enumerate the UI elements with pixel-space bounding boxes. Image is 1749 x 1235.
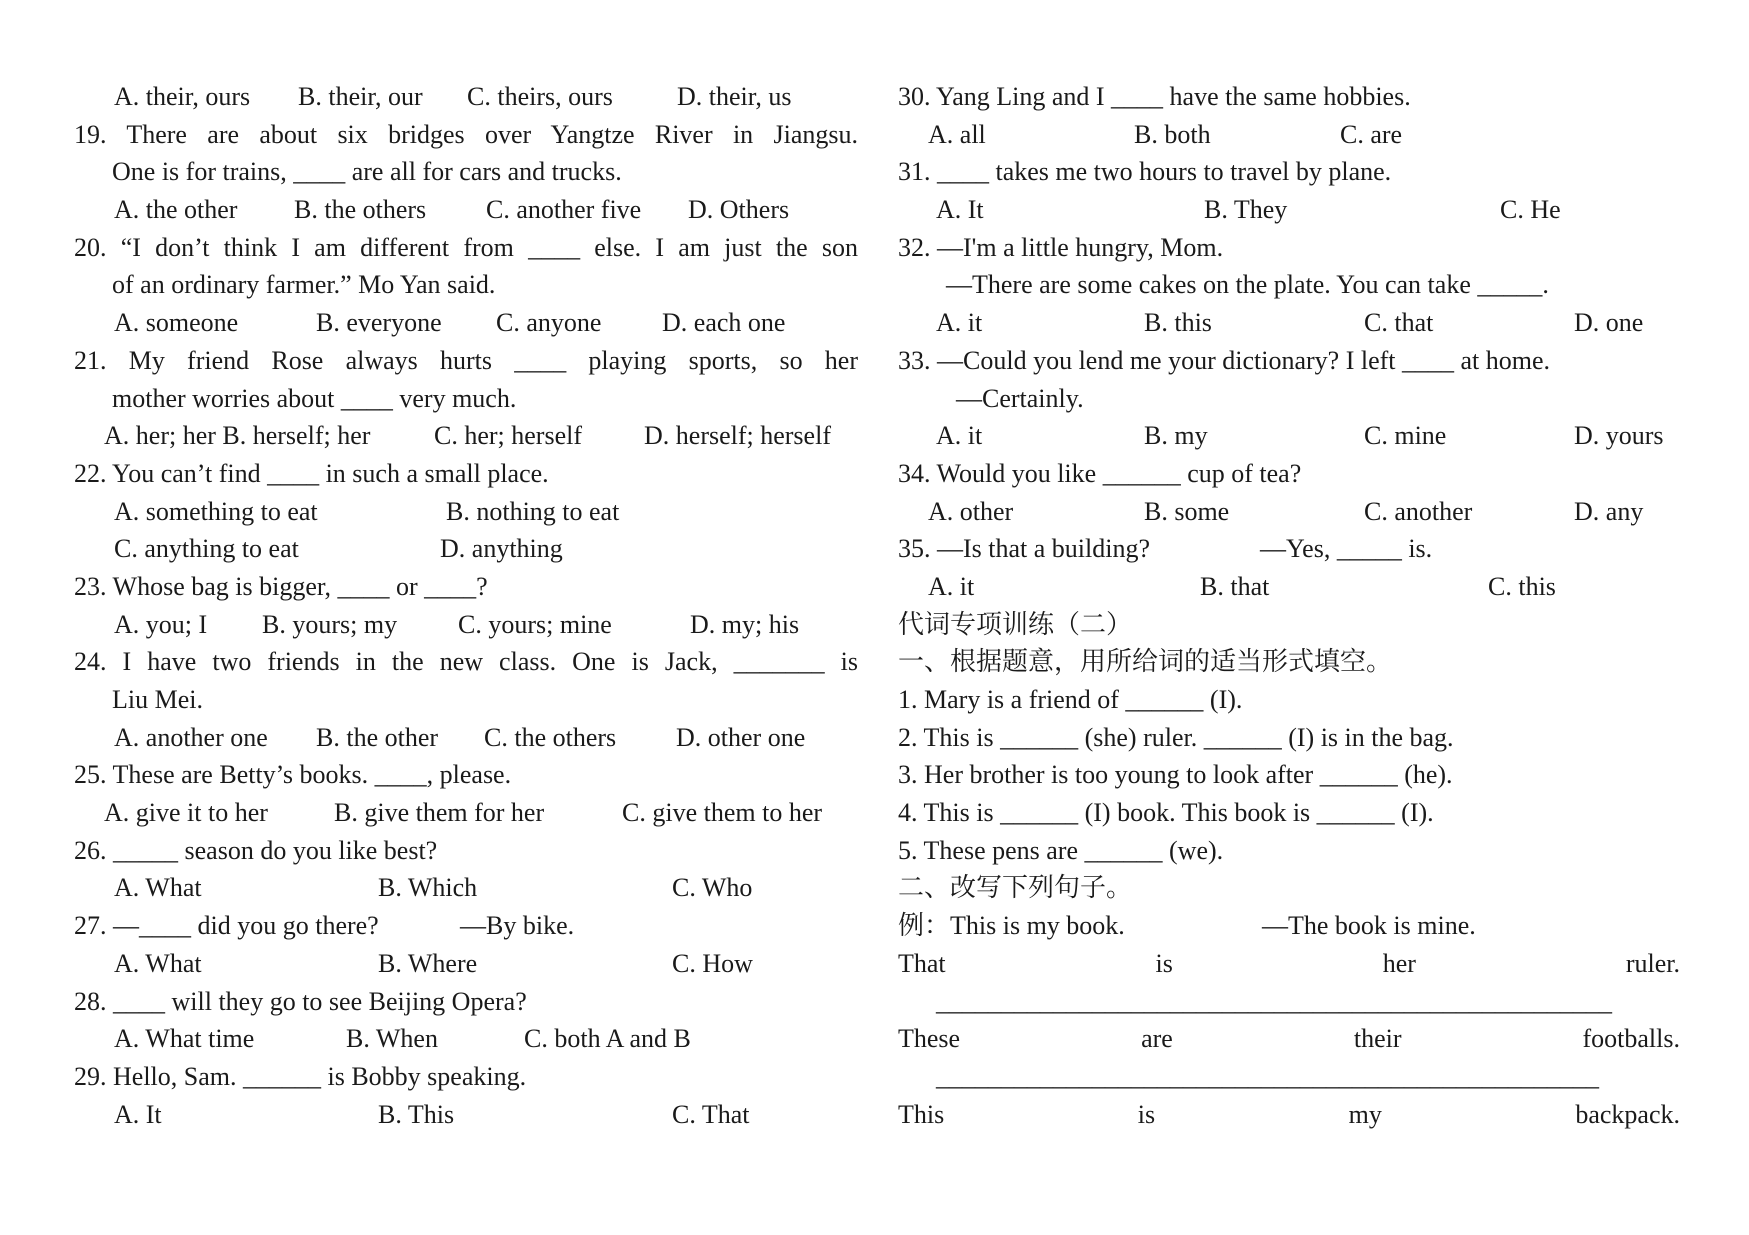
option-a: A. their, ours: [114, 82, 251, 111]
option-c: C. theirs, ours: [467, 82, 613, 111]
option-c: C. another five: [486, 195, 642, 225]
option-c: C. this: [1488, 571, 1556, 601]
option-c: C. another: [1364, 496, 1473, 526]
q23-options: [74, 606, 858, 644]
q19-options: [74, 191, 858, 229]
option-a: A. you; I: [114, 609, 208, 639]
q18-options: [74, 78, 858, 116]
rewrite-sentence: These are their footballs.: [898, 1024, 1680, 1054]
example-sentence: 例：This is my book.: [898, 911, 1125, 941]
option-a-b: A. her; her B. herself; her: [104, 421, 371, 451]
option-c: C. How: [672, 948, 753, 978]
part2-title: 二、改写下列句子。: [898, 873, 1133, 903]
option-a: A. give it to her: [104, 798, 268, 828]
answer-line: ____________________________________________________: [936, 986, 1612, 1016]
option-d: D. other one: [676, 722, 806, 752]
option-b: B. the other: [316, 722, 439, 752]
option-a: A. the other: [114, 195, 238, 225]
option-b: B. my: [1144, 421, 1208, 451]
option-c: C. give them to her: [622, 798, 823, 828]
option-c: C. anything to eat: [114, 534, 299, 564]
q20-stem-cont: of an ordinary farmer.” Mo Yan said.: [112, 270, 496, 300]
q26-stem: 26. _____ season do you like best?: [74, 835, 438, 865]
option-d: D. Others: [688, 195, 790, 225]
option-b: B. their, our: [298, 82, 423, 111]
q30-stem: 30. Yang Ling and I ____ have the same hobbies.: [898, 82, 1411, 111]
q20-stem: 20. “I don’t think I am different from ____ else. I am just the son: [74, 232, 858, 262]
option-d: D. herself; herself: [644, 421, 831, 451]
option-c: C. anyone: [496, 308, 602, 338]
option-c: C. That: [672, 1099, 750, 1129]
option-b: B. nothing to eat: [446, 496, 620, 526]
q19-stem: 19. There are about six bridges over Yangtze River in Jiangsu.: [74, 119, 858, 149]
option-c: C. both A and B: [524, 1024, 691, 1054]
option-a: A. it: [936, 421, 983, 451]
fill-item: 1. Mary is a friend of ______ (I).: [898, 685, 1243, 714]
q20-options: [74, 304, 858, 342]
q27-options: [74, 945, 858, 983]
q21-stem: 21. My friend Rose always hurts ____ playing sports, so her: [74, 345, 858, 375]
option-a: A. What: [114, 873, 202, 903]
example-line: [898, 907, 1680, 945]
option-a: A. all: [928, 119, 986, 149]
option-b: B. give them for her: [334, 798, 545, 828]
fill-item: 2. This is ______ (she) ruler. ______ (I) is in the bag.: [898, 722, 1454, 752]
option-b: B. everyone: [316, 308, 442, 338]
rewrite-sentence: This is my backpack.: [898, 1099, 1680, 1129]
left-column: [74, 78, 858, 1133]
option-c: C. mine: [1364, 421, 1447, 451]
option-c: C. her; herself: [434, 421, 583, 451]
q27-stem: [74, 907, 858, 945]
q25-stem: 25. These are Betty’s books. ____, please.: [74, 760, 512, 790]
q28-stem: 28. ____ will they go to see Beijing Opera?: [74, 986, 527, 1016]
option-a: A. It: [936, 195, 984, 225]
option-b: B. the others: [294, 195, 427, 225]
q33-options: [898, 417, 1680, 455]
rewrite-sentence: That is her ruler.: [898, 948, 1680, 978]
right-column: [898, 78, 1680, 1133]
option-a: A. something to eat: [114, 496, 318, 526]
option-b: B. both: [1134, 119, 1211, 149]
fill-item: 3. Her brother is too young to look after ______ (he).: [898, 760, 1453, 790]
option-b: B. that: [1200, 571, 1270, 601]
option-d: D. yours: [1574, 421, 1664, 451]
q25-options: [74, 794, 858, 832]
section-title: 代词专项训练（二）: [898, 609, 1133, 639]
q32-stem: 32. —I'm a little hungry, Mom.: [898, 232, 1224, 262]
option-d: D. one: [1574, 308, 1644, 338]
option-b: B. some: [1144, 496, 1230, 526]
q30-options: [898, 116, 1680, 154]
example-answer: —The book is mine.: [1262, 911, 1476, 941]
option-a: A. someone: [114, 308, 239, 338]
q32-options: [898, 304, 1680, 342]
q34-stem: 34. Would you like ______ cup of tea?: [898, 458, 1302, 488]
option-a: A. another one: [114, 722, 268, 752]
q31-options: [898, 191, 1680, 229]
q21-stem-cont: mother worries about ____ very much.: [112, 383, 517, 413]
q22-options-2: [74, 530, 858, 568]
option-a: A. What time: [114, 1024, 255, 1054]
option-a: A. What: [114, 948, 202, 978]
q26-options: [74, 869, 858, 907]
q29-options: [74, 1096, 858, 1134]
option-b: B. They: [1204, 195, 1288, 225]
q27-answer: —By bike.: [460, 911, 575, 941]
q23-stem: 23. Whose bag is bigger, ____ or ____?: [74, 571, 488, 601]
fill-item: 5. These pens are ______ (we).: [898, 835, 1224, 865]
q35-answer: —Yes, _____ is.: [1260, 534, 1433, 564]
q35-question: 35. —Is that a building?: [898, 534, 1151, 564]
option-a: A. it: [936, 308, 983, 338]
q24-stem-cont: Liu Mei.: [112, 685, 203, 714]
option-c: C. yours; mine: [458, 609, 612, 639]
q33-stem: 33. —Could you lend me your dictionary? I left ____ at home.: [898, 345, 1551, 375]
option-b: B. Which: [378, 873, 478, 903]
q29-stem: 29. Hello, Sam. ______ is Bobby speaking.: [74, 1061, 527, 1091]
option-b: B. yours; my: [262, 609, 398, 639]
q22-stem: 22. You can’t find ____ in such a small place.: [74, 458, 549, 488]
option-c: C. Who: [672, 873, 753, 903]
q32-reply: —There are some cakes on the plate. You can take _____.: [946, 270, 1549, 300]
option-b: B. When: [346, 1024, 438, 1054]
answer-line: ___________________________________________________: [936, 1061, 1599, 1091]
option-d: D. my; his: [690, 609, 800, 639]
q33-reply: —Certainly.: [956, 383, 1084, 413]
q35-stem: [898, 530, 1680, 568]
part1-title: 一、根据题意，用所给词的适当形式填空。: [898, 647, 1393, 677]
option-c: C. He: [1500, 195, 1561, 225]
q24-stem: 24. I have two friends in the new class. One is Jack, _______ is: [74, 647, 858, 677]
option-a: A. other: [928, 496, 1014, 526]
q21-options: [74, 417, 858, 455]
option-b: B. Where: [378, 948, 478, 978]
option-c: C. the others: [484, 722, 617, 752]
q31-stem: 31. ____ takes me two hours to travel by plane.: [898, 157, 1392, 187]
option-c: C. are: [1340, 119, 1403, 149]
q24-options: [74, 719, 858, 757]
option-d: D. their, us: [677, 82, 792, 111]
option-a: A. it: [928, 571, 975, 601]
option-d: D. each one: [662, 308, 786, 338]
q19-stem-cont: One is for trains, ____ are all for cars and trucks.: [112, 157, 622, 187]
q22-options-1: [74, 493, 858, 531]
option-d: D. any: [1574, 496, 1644, 526]
q34-options: [898, 493, 1680, 531]
option-a: A. It: [114, 1099, 162, 1129]
option-b: B. This: [378, 1099, 455, 1129]
option-d: D. anything: [440, 534, 563, 564]
option-b: B. this: [1144, 308, 1212, 338]
q35-options: [898, 568, 1680, 606]
q27-question: 27. —____ did you go there?: [74, 911, 379, 941]
option-c: C. that: [1364, 308, 1434, 338]
fill-item: 4. This is ______ (I) book. This book is ______ (I).: [898, 798, 1434, 828]
q28-options: [74, 1020, 858, 1058]
